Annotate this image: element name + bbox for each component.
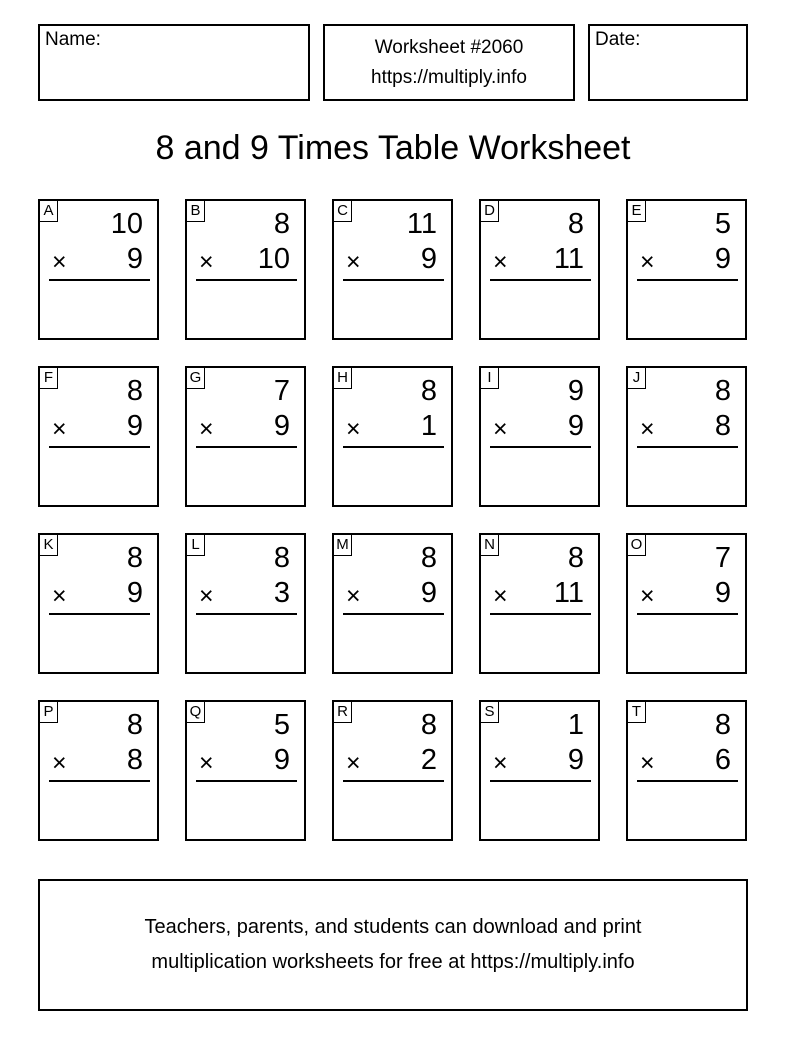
multiplier: 8	[714, 410, 731, 442]
problem-letter: N	[481, 535, 499, 556]
answer-rule	[196, 780, 297, 782]
footer-line-2: multiplication worksheets for free at https://multiply.info	[151, 951, 635, 973]
answer-rule	[196, 446, 297, 448]
multiplier: 11	[553, 577, 584, 609]
page-title: 8 and 9 Times Table Worksheet	[155, 129, 631, 167]
multiplier: 9	[126, 243, 143, 275]
worksheet-url: https://multiply.info	[371, 67, 527, 88]
problem-card	[479, 366, 600, 507]
times-sign: ×	[640, 248, 655, 276]
problem-letter: O	[628, 535, 646, 556]
multiplier: 6	[714, 744, 731, 776]
times-sign: ×	[199, 415, 214, 443]
answer-rule	[490, 780, 591, 782]
times-sign: ×	[640, 582, 655, 610]
problem-card	[185, 199, 306, 340]
problem-card	[38, 533, 159, 674]
multiplier: 2	[420, 744, 437, 776]
multiplicand: 8	[126, 542, 143, 574]
problem-letter: K	[40, 535, 58, 556]
multiplicand: 8	[420, 542, 437, 574]
multiplier: 9	[126, 577, 143, 609]
multiplier: 9	[714, 577, 731, 609]
worksheet-info-box	[323, 24, 575, 101]
multiplicand: 8	[567, 542, 584, 574]
problem-letter: E	[628, 201, 646, 222]
multiplicand: 1	[567, 709, 584, 741]
problem-letter: A	[40, 201, 58, 222]
multiplier: 9	[567, 410, 584, 442]
problem-card	[332, 533, 453, 674]
problem-letter: D	[481, 201, 499, 222]
multiplier: 9	[420, 577, 437, 609]
multiplier: 9	[273, 410, 290, 442]
footer-box	[38, 879, 748, 1011]
answer-rule	[343, 613, 444, 615]
problem-card	[38, 199, 159, 340]
problem-letter: I	[481, 368, 499, 389]
times-sign: ×	[52, 415, 67, 443]
multiplier: 9	[420, 243, 437, 275]
date-field-box	[588, 24, 748, 101]
multiplicand: 5	[714, 208, 731, 240]
multiplicand: 8	[273, 542, 290, 574]
multiplicand: 8	[126, 709, 143, 741]
times-sign: ×	[346, 749, 361, 777]
times-sign: ×	[493, 415, 508, 443]
problem-card	[185, 533, 306, 674]
problem-card	[38, 366, 159, 507]
answer-rule	[49, 279, 150, 281]
worksheet-number: Worksheet #2060	[374, 37, 524, 58]
problem-card	[185, 366, 306, 507]
problem-letter: S	[481, 702, 499, 723]
problem-card	[626, 533, 747, 674]
times-sign: ×	[640, 415, 655, 443]
problem-card	[332, 366, 453, 507]
problem-card	[332, 700, 453, 841]
multiplicand: 8	[714, 709, 731, 741]
answer-rule	[490, 446, 591, 448]
times-sign: ×	[346, 248, 361, 276]
problem-card	[332, 199, 453, 340]
problem-letter: L	[187, 535, 205, 556]
multiplicand: 8	[420, 709, 437, 741]
date-label: Date:	[595, 29, 641, 50]
problem-letter: J	[628, 368, 646, 389]
answer-rule	[637, 446, 738, 448]
problem-card	[626, 366, 747, 507]
multiplicand: 8	[420, 375, 437, 407]
times-sign: ×	[640, 749, 655, 777]
multiplier: 9	[126, 410, 143, 442]
times-sign: ×	[493, 749, 508, 777]
answer-rule	[343, 446, 444, 448]
times-sign: ×	[52, 582, 67, 610]
answer-rule	[490, 279, 591, 281]
multiplier: 1	[420, 410, 437, 442]
problem-letter: T	[628, 702, 646, 723]
name-field-box	[38, 24, 310, 101]
multiplier: 11	[553, 243, 584, 275]
answer-rule	[343, 279, 444, 281]
problem-card	[626, 700, 747, 841]
times-sign: ×	[346, 582, 361, 610]
problem-card	[479, 533, 600, 674]
multiplier: 8	[126, 744, 143, 776]
answer-rule	[637, 780, 738, 782]
multiplier: 9	[567, 744, 584, 776]
problem-letter: R	[334, 702, 352, 723]
problem-letter: B	[187, 201, 205, 222]
multiplicand: 11	[406, 208, 437, 240]
multiplicand: 5	[273, 709, 290, 741]
multiplicand: 10	[110, 208, 143, 240]
times-sign: ×	[346, 415, 361, 443]
footer-line-1: Teachers, parents, and students can download and print	[144, 916, 642, 938]
problem-card	[38, 700, 159, 841]
multiplier: 9	[273, 744, 290, 776]
multiplicand: 9	[567, 375, 584, 407]
answer-rule	[343, 780, 444, 782]
times-sign: ×	[52, 749, 67, 777]
times-sign: ×	[199, 582, 214, 610]
problem-letter: P	[40, 702, 58, 723]
multiplier: 10	[257, 243, 290, 275]
multiplicand: 8	[567, 208, 584, 240]
multiplicand: 8	[126, 375, 143, 407]
problem-letter: H	[334, 368, 352, 389]
answer-rule	[49, 613, 150, 615]
answer-rule	[490, 613, 591, 615]
answer-rule	[637, 279, 738, 281]
problem-card	[479, 700, 600, 841]
problem-letter: G	[187, 368, 205, 389]
multiplicand: 8	[273, 208, 290, 240]
times-sign: ×	[199, 248, 214, 276]
problem-card	[185, 700, 306, 841]
problem-letter: F	[40, 368, 58, 389]
times-sign: ×	[199, 749, 214, 777]
answer-rule	[196, 279, 297, 281]
times-sign: ×	[493, 248, 508, 276]
times-sign: ×	[52, 248, 67, 276]
problem-letter: Q	[187, 702, 205, 723]
answer-rule	[637, 613, 738, 615]
multiplicand: 8	[714, 375, 731, 407]
answer-rule	[196, 613, 297, 615]
times-sign: ×	[493, 582, 508, 610]
answer-rule	[49, 780, 150, 782]
problem-card	[479, 199, 600, 340]
name-label: Name:	[45, 29, 101, 50]
problem-letter: M	[334, 535, 352, 556]
multiplier: 9	[714, 243, 731, 275]
answer-rule	[49, 446, 150, 448]
multiplier: 3	[273, 577, 290, 609]
problem-card	[626, 199, 747, 340]
multiplicand: 7	[714, 542, 731, 574]
multiplicand: 7	[273, 375, 290, 407]
problem-letter: C	[334, 201, 352, 222]
